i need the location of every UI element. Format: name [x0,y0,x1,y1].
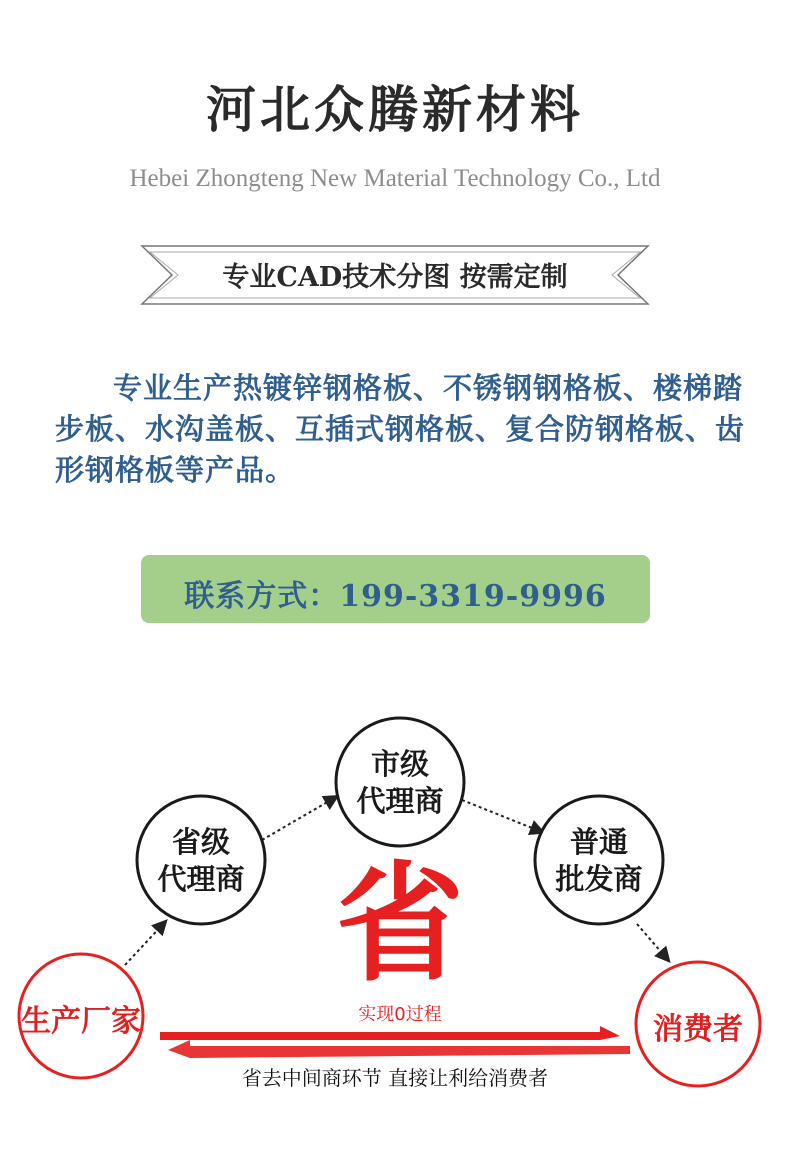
company-subtitle: Hebei Zhongteng New Material Technology Co., Ltd [129,165,661,192]
intro-paragraph: 专业生产热镀锌钢格板、不锈钢钢格板、楼梯踏步板、水沟盖板、互插式钢格板、复合防钢格板、齿形钢格板等产品。 [55,371,746,487]
node-provincial [137,824,265,898]
arrow-provincial-city [262,797,336,840]
node-city-line1: 市级 [370,747,429,781]
node-wholesale-line2: 批发商 [555,862,643,896]
arrow-right-long [160,1026,620,1040]
arrow-city-wholesale [462,800,542,832]
arrow-wholesale-consumer [637,924,668,960]
bottom-caption: 省去中间商环节 直接让利给消费者 [241,1066,549,1090]
node-consumer: 消费者 [653,1012,743,1047]
node-provincial-line2: 代理商 [157,862,245,896]
zero-process-caption: 实现0过程 [358,1004,442,1025]
node-wholesale-line1: 普通 [569,825,628,859]
company-title: 河北众腾新材料 [206,80,584,139]
arrow-manufacturer-provincial [125,922,165,965]
big-save-character: 省 [335,850,464,999]
contact-phone[interactable]: 联系方式：199-3319-9996 [184,579,607,614]
node-city [336,746,464,820]
node-city-line2: 代理商 [356,784,444,818]
node-manufacturer: 生产厂家 [21,1004,141,1039]
node-wholesale [535,824,663,898]
node-provincial-line1: 省级 [171,825,230,859]
arrow-left-long [168,1040,630,1058]
ribbon-text: 专业CAD技术分图 按需定制 [222,262,568,293]
